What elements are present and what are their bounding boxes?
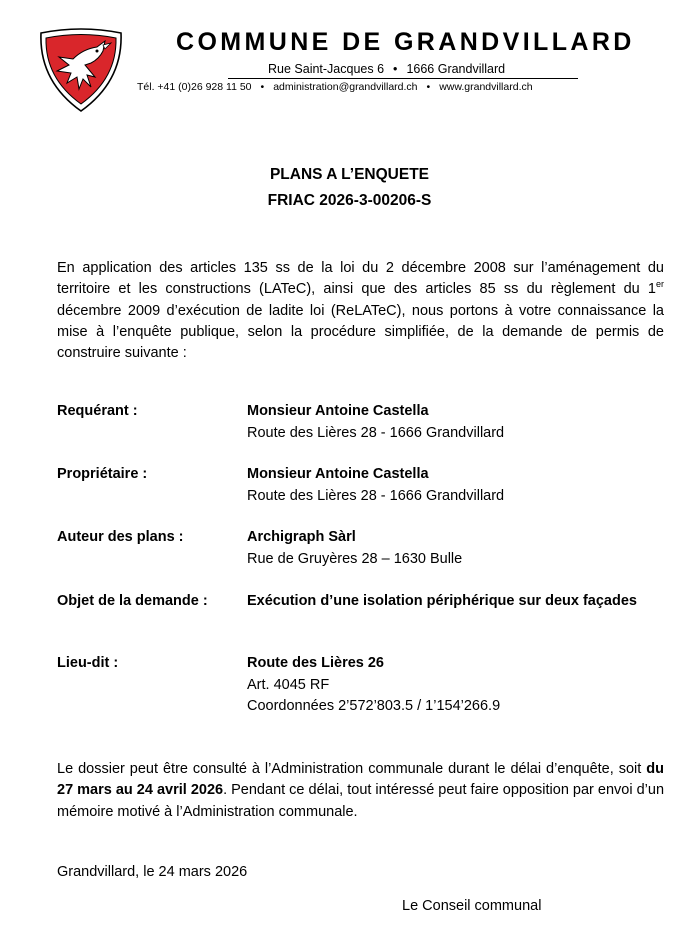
lieu-article: Art. 4045 RF (247, 677, 330, 693)
closing-paragraph (57, 759, 664, 823)
contact-phone: Tél. +41 (0)26 928 11 50 (137, 81, 252, 93)
requerant-address: Route des Lières 28 - 1666 Grandvillard (247, 425, 505, 441)
closing-text-2: . Pendant ce délai, tout intéressé peut faire opposition par envoi d’un mémoire motivé à l’Administration communale. (57, 782, 665, 820)
separator-bullet: • (393, 62, 398, 76)
intro-paragraph (57, 258, 664, 364)
notice-reference: FRIAC 2026-3-00206-S (267, 192, 432, 209)
address-street: Rue Saint-Jacques 6 (268, 62, 385, 76)
header-address (268, 62, 505, 76)
intro-text-2: décembre 2009 d’exécution de ladite loi (ReLATeC), nous portons à votre connaissance la mise à l’enquête publique, selon la procédure simplifiée, de la demande de permis de construire suivante : (57, 302, 664, 362)
place-date: Grandvillard, le 24 mars 2026 (57, 864, 248, 880)
header-contact (137, 81, 533, 93)
requerant-label: Requérant : (57, 403, 138, 419)
separator-bullet: • (260, 81, 265, 93)
objet-label: Objet de la demande : (57, 593, 208, 609)
objet-value: Exécution d’une isolation périphérique sur deux façades (247, 593, 637, 609)
address-city: 1666 Grandvillard (406, 62, 506, 76)
lieu-value: Route des Lières 26 (247, 655, 384, 671)
lieu-coordinates: Coordonnées 2’572’803.5 / 1’154’266.9 (247, 698, 501, 714)
proprietaire-address: Route des Lières 28 - 1666 Grandvillard (247, 488, 505, 504)
lieu-label: Lieu-dit : (57, 655, 119, 671)
commune-crest-logo (37, 27, 125, 113)
crest-bird-eye (96, 50, 99, 53)
header-divider (228, 78, 578, 79)
enquete-dates: du 27 mars au 24 avril 2026 (57, 761, 664, 799)
closing-text-1: Le dossier peut être consulté à l’Administration communale durant le délai d’enquête, soit (57, 761, 647, 777)
proprietaire-name: Monsieur Antoine Castella (247, 466, 429, 482)
commune-title: COMMUNE DE GRANDVILLARD (176, 28, 635, 56)
notice-title: PLANS A L’ENQUETE (269, 166, 430, 183)
auteur-name: Archigraph Sàrl (247, 529, 356, 545)
intro-superscript: er (655, 279, 664, 290)
contact-website[interactable]: www.grandvillard.ch (439, 81, 533, 93)
separator-bullet: • (426, 81, 431, 93)
signature: Le Conseil communal (402, 898, 542, 914)
auteur-label: Auteur des plans : (57, 529, 184, 545)
requerant-name: Monsieur Antoine Castella (247, 403, 429, 419)
proprietaire-label: Propriétaire : (57, 466, 148, 482)
auteur-address: Rue de Gruyères 28 – 1630 Bulle (247, 551, 463, 567)
intro-text-1: En application des articles 135 ss de la loi du 2 décembre 2008 sur l’aménagement du territoire et les constructions (LATeC), ainsi que des articles 85 ss du règlement du 1 (57, 260, 664, 298)
contact-email[interactable]: administration@grandvillard.ch (273, 81, 418, 93)
